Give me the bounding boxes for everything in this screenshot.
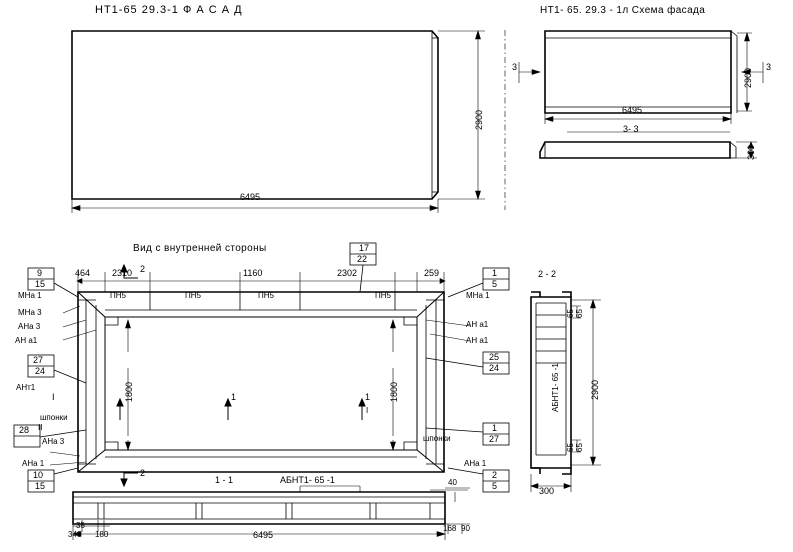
section11-plate-label: АБНТ1- 65 -1 bbox=[280, 475, 335, 485]
callout-left-2-bottom: 24 bbox=[35, 366, 46, 376]
callout-right-4-bottom: 5 bbox=[492, 481, 498, 491]
title-facade-scheme: НТ1- 65. 29.3 - 1л Схема фасада bbox=[540, 5, 706, 16]
section22-width-dim: 300 bbox=[539, 486, 555, 496]
section22-plate-label: АБНТ1- 65 -1 bbox=[551, 363, 560, 412]
title-inner-view: Вид с внутренней стороны bbox=[133, 243, 267, 254]
panel-label-2: ПН5 bbox=[185, 291, 201, 300]
inner-top-dim-4: 2302 bbox=[337, 268, 358, 278]
callout-right-3-bottom: 27 bbox=[489, 434, 500, 444]
title-facade: НТ1-65 29.3-1 Ф А С А Д bbox=[95, 4, 243, 16]
inner-height-left: 1800 bbox=[124, 381, 134, 402]
facade-bottom-dim: 6495 bbox=[240, 192, 261, 202]
label-right-ana1c: АНа 1 bbox=[464, 459, 487, 468]
label-left-ana1: АН а1 bbox=[15, 336, 38, 345]
section11-bottom-dim: 6495 bbox=[253, 530, 274, 540]
inner-section-mark-right-1: 1 bbox=[365, 392, 371, 402]
callout-left-1-top: 9 bbox=[37, 268, 43, 278]
scheme-bottom-dim: 6495 bbox=[622, 105, 643, 115]
panel-label-1: ПН5 bbox=[110, 291, 126, 300]
section22-small-dim-2: 65 bbox=[566, 309, 575, 318]
callout-right-4-top: 2 bbox=[492, 470, 498, 480]
panel-label-4: ПН5 bbox=[375, 291, 391, 300]
title-section-1-1: 1 - 1 bbox=[215, 475, 234, 485]
section11-dim-40: 40 bbox=[448, 478, 457, 487]
callout-right-2-top: 25 bbox=[489, 352, 500, 362]
callout-left-2-top: 27 bbox=[33, 355, 44, 365]
callout-right-2-bottom: 24 bbox=[489, 363, 500, 373]
label-right-dowel: шпонки bbox=[423, 434, 451, 443]
callout-left-4-top: 10 bbox=[33, 470, 44, 480]
label-left-ana3b: АНа 3 bbox=[42, 437, 65, 446]
scheme-left-mark: 3 bbox=[512, 62, 518, 72]
section11-dim-340: 340 bbox=[68, 530, 82, 539]
section11-dim-168: 168 bbox=[443, 524, 457, 533]
section22-height-dim: 2900 bbox=[590, 379, 600, 400]
title-section-2-2: 2 - 2 bbox=[538, 269, 557, 279]
label-left-roman: II bbox=[38, 423, 43, 432]
section22-small-dim-4: 65 bbox=[566, 443, 575, 452]
inner-top-dim-2: 2310 bbox=[112, 268, 133, 278]
label-right-ana1: АН а1 bbox=[466, 320, 489, 329]
label-right-ana1b: АН а1 bbox=[466, 336, 489, 345]
callout-top-number: 17 bbox=[359, 243, 370, 253]
section11-dim-35: 35 bbox=[76, 521, 85, 530]
label-left-ant1: АНт1 bbox=[16, 383, 36, 392]
label-left-ana3: АНа 3 bbox=[18, 322, 41, 331]
section22-small-dim-1: 65 bbox=[575, 309, 584, 318]
scheme-right-dim: 2900 bbox=[743, 67, 753, 88]
callout-left-3-top: 28 bbox=[19, 425, 30, 435]
label-left-mna1: МНа 1 bbox=[18, 291, 42, 300]
inner-section-mark-left-1: I bbox=[52, 392, 55, 402]
callout-right-1-bottom: 5 bbox=[492, 279, 498, 289]
label-left-mna3: МНа 3 bbox=[18, 308, 42, 317]
inner-section-mark-mid-1: 1 bbox=[231, 392, 237, 402]
scheme-right-mark: 3 bbox=[766, 62, 772, 72]
section11-dim-90: 90 bbox=[461, 524, 470, 533]
panel-label-3: ПН5 bbox=[258, 291, 274, 300]
inner-height-right: 1800 bbox=[389, 381, 399, 402]
label-left-ana1b: АНа 1 bbox=[22, 459, 45, 468]
callout-top-denominator: 22 bbox=[357, 254, 368, 264]
section11-dim-180: 180 bbox=[95, 530, 109, 539]
facade-right-dim: 2900 bbox=[474, 109, 484, 130]
label-right-roman: I bbox=[366, 406, 369, 415]
callout-right-3-top: 1 bbox=[492, 423, 498, 433]
inner-top-dim-5: 259 bbox=[424, 268, 440, 278]
title-section-3-3: 3- 3 bbox=[623, 124, 639, 134]
callout-right-1-top: 1 bbox=[492, 268, 498, 278]
label-right-mna1: МНа 1 bbox=[466, 291, 490, 300]
callout-left-4-bottom: 15 bbox=[35, 481, 46, 491]
callout-left-1-bottom: 15 bbox=[35, 279, 46, 289]
inner-section-mark-bottom-2: 2 bbox=[140, 468, 146, 478]
label-left-dowel: шпонки bbox=[40, 413, 68, 422]
inner-top-dim-3: 1160 bbox=[243, 268, 263, 278]
scheme-thickness-dim: 300 bbox=[746, 144, 756, 160]
section22-small-dim-3: 65 bbox=[575, 443, 584, 452]
inner-section-mark-top-2: 2 bbox=[140, 264, 146, 274]
inner-top-dim-1: 464 bbox=[75, 268, 91, 278]
